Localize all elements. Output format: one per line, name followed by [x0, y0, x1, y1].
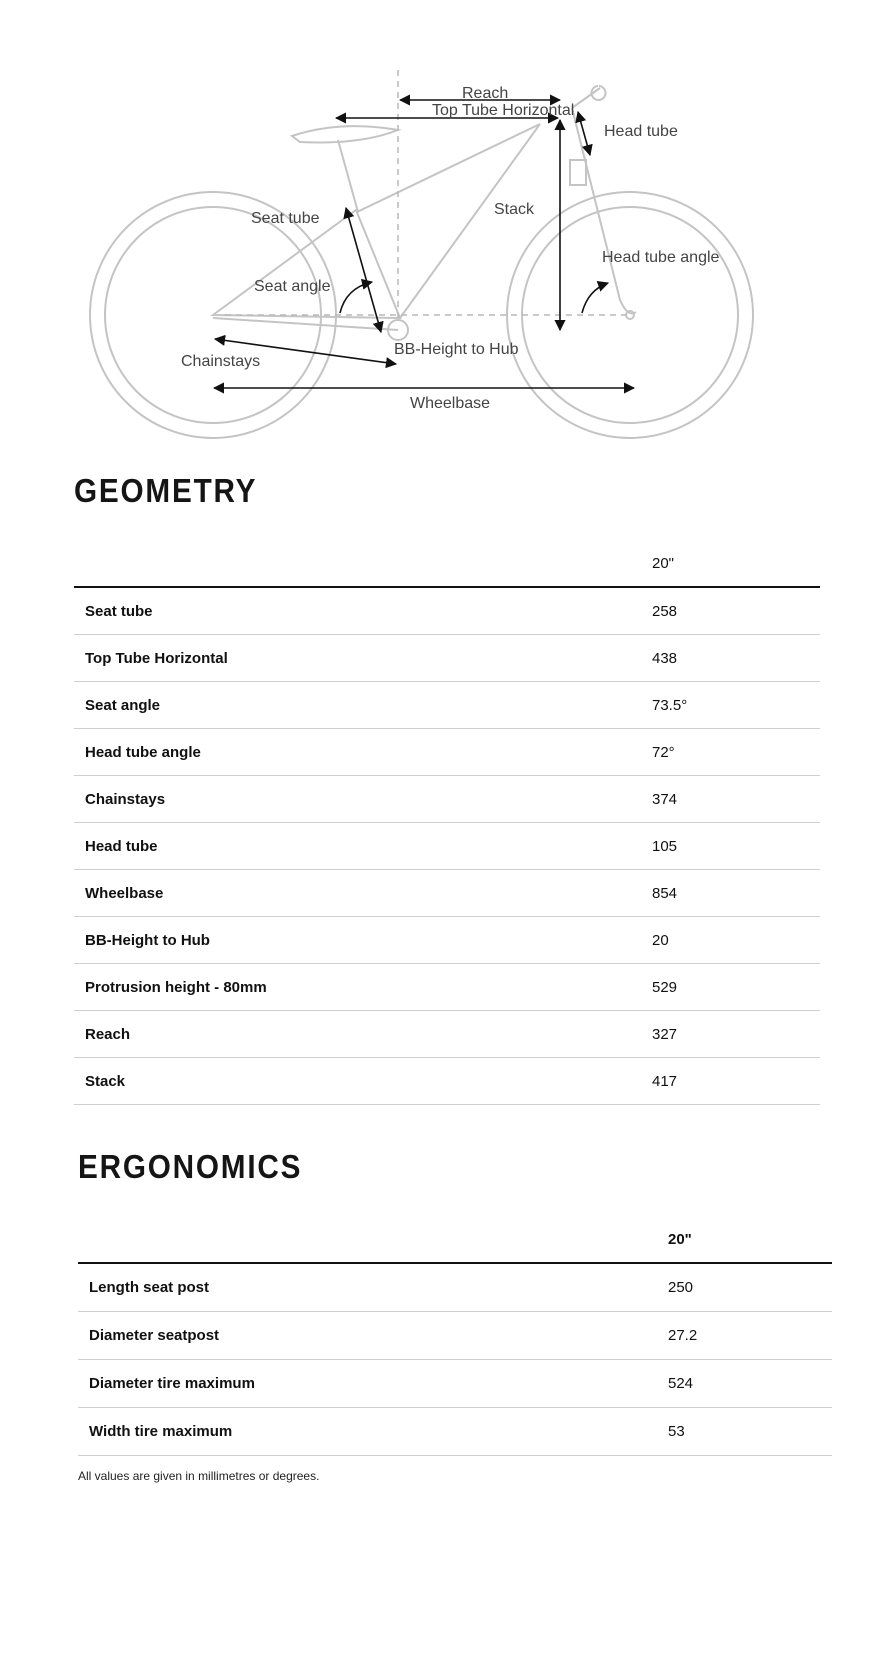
row-value: 105 [652, 823, 820, 870]
row-label: Protrusion height - 80mm [74, 964, 652, 1011]
row-value: 73.5° [652, 682, 820, 729]
ergonomics-title: ERGONOMICS [78, 1148, 303, 1185]
row-label: Length seat post [78, 1263, 668, 1312]
table-row [78, 1263, 832, 1312]
table-row [74, 1011, 820, 1058]
row-label: Diameter tire maximum [78, 1360, 668, 1408]
table-row [74, 587, 820, 635]
header-size: 20" [668, 1216, 832, 1263]
footnote: All values are given in millimetres or degrees. [78, 1469, 320, 1483]
label-head-tube-angle: Head tube angle [602, 249, 720, 266]
table-row [74, 964, 820, 1011]
table-row [78, 1408, 832, 1456]
row-label: Head tube angle [74, 729, 652, 776]
row-value: 258 [652, 587, 820, 635]
row-value: 529 [652, 964, 820, 1011]
table-row [74, 870, 820, 917]
row-label: Wheelbase [74, 870, 652, 917]
label-chainstays: Chainstays [181, 353, 261, 370]
row-label: Chainstays [74, 776, 652, 823]
table-row [74, 682, 820, 729]
row-value: 524 [668, 1360, 832, 1408]
row-value: 53 [668, 1408, 832, 1456]
label-seat-angle: Seat angle [254, 278, 331, 295]
label-seat-tube: Seat tube [251, 210, 320, 227]
table-row [78, 1312, 832, 1360]
row-value: 250 [668, 1263, 832, 1312]
table-row [74, 776, 820, 823]
table-row [74, 729, 820, 776]
row-label: Top Tube Horizontal [74, 635, 652, 682]
table-header-row [74, 540, 820, 587]
geometry-table [74, 540, 820, 1105]
row-value: 438 [652, 635, 820, 682]
label-stack: Stack [494, 201, 535, 218]
row-label: Head tube [74, 823, 652, 870]
label-head-tube: Head tube [604, 123, 678, 140]
row-label: Reach [74, 1011, 652, 1058]
row-label: Diameter seatpost [78, 1312, 668, 1360]
table-row [74, 917, 820, 964]
row-label: Stack [74, 1058, 652, 1105]
bike-geometry-diagram [0, 0, 895, 460]
header-size: 20" [652, 540, 820, 587]
row-value: 854 [652, 870, 820, 917]
table-row [78, 1360, 832, 1408]
row-value: 72° [652, 729, 820, 776]
row-label: Seat tube [74, 587, 652, 635]
table-row [74, 823, 820, 870]
header-label-cell [74, 540, 652, 587]
row-value: 20 [652, 917, 820, 964]
row-value: 417 [652, 1058, 820, 1105]
header-label-cell [78, 1216, 668, 1263]
row-label: BB-Height to Hub [74, 917, 652, 964]
label-top-tube-horizontal: Top Tube Horizontal [432, 102, 575, 119]
table-row [74, 1058, 820, 1105]
row-label: Seat angle [74, 682, 652, 729]
label-wheelbase: Wheelbase [410, 395, 491, 412]
label-reach: Reach [462, 85, 509, 102]
ergonomics-table [78, 1216, 832, 1456]
row-label: Width tire maximum [78, 1408, 668, 1456]
label-bb-height-to-hub: BB-Height to Hub [394, 341, 519, 358]
row-value: 327 [652, 1011, 820, 1058]
table-row [74, 635, 820, 682]
geometry-title: GEOMETRY [74, 472, 258, 509]
row-value: 27.2 [668, 1312, 832, 1360]
row-value: 374 [652, 776, 820, 823]
table-header-row [78, 1216, 832, 1263]
